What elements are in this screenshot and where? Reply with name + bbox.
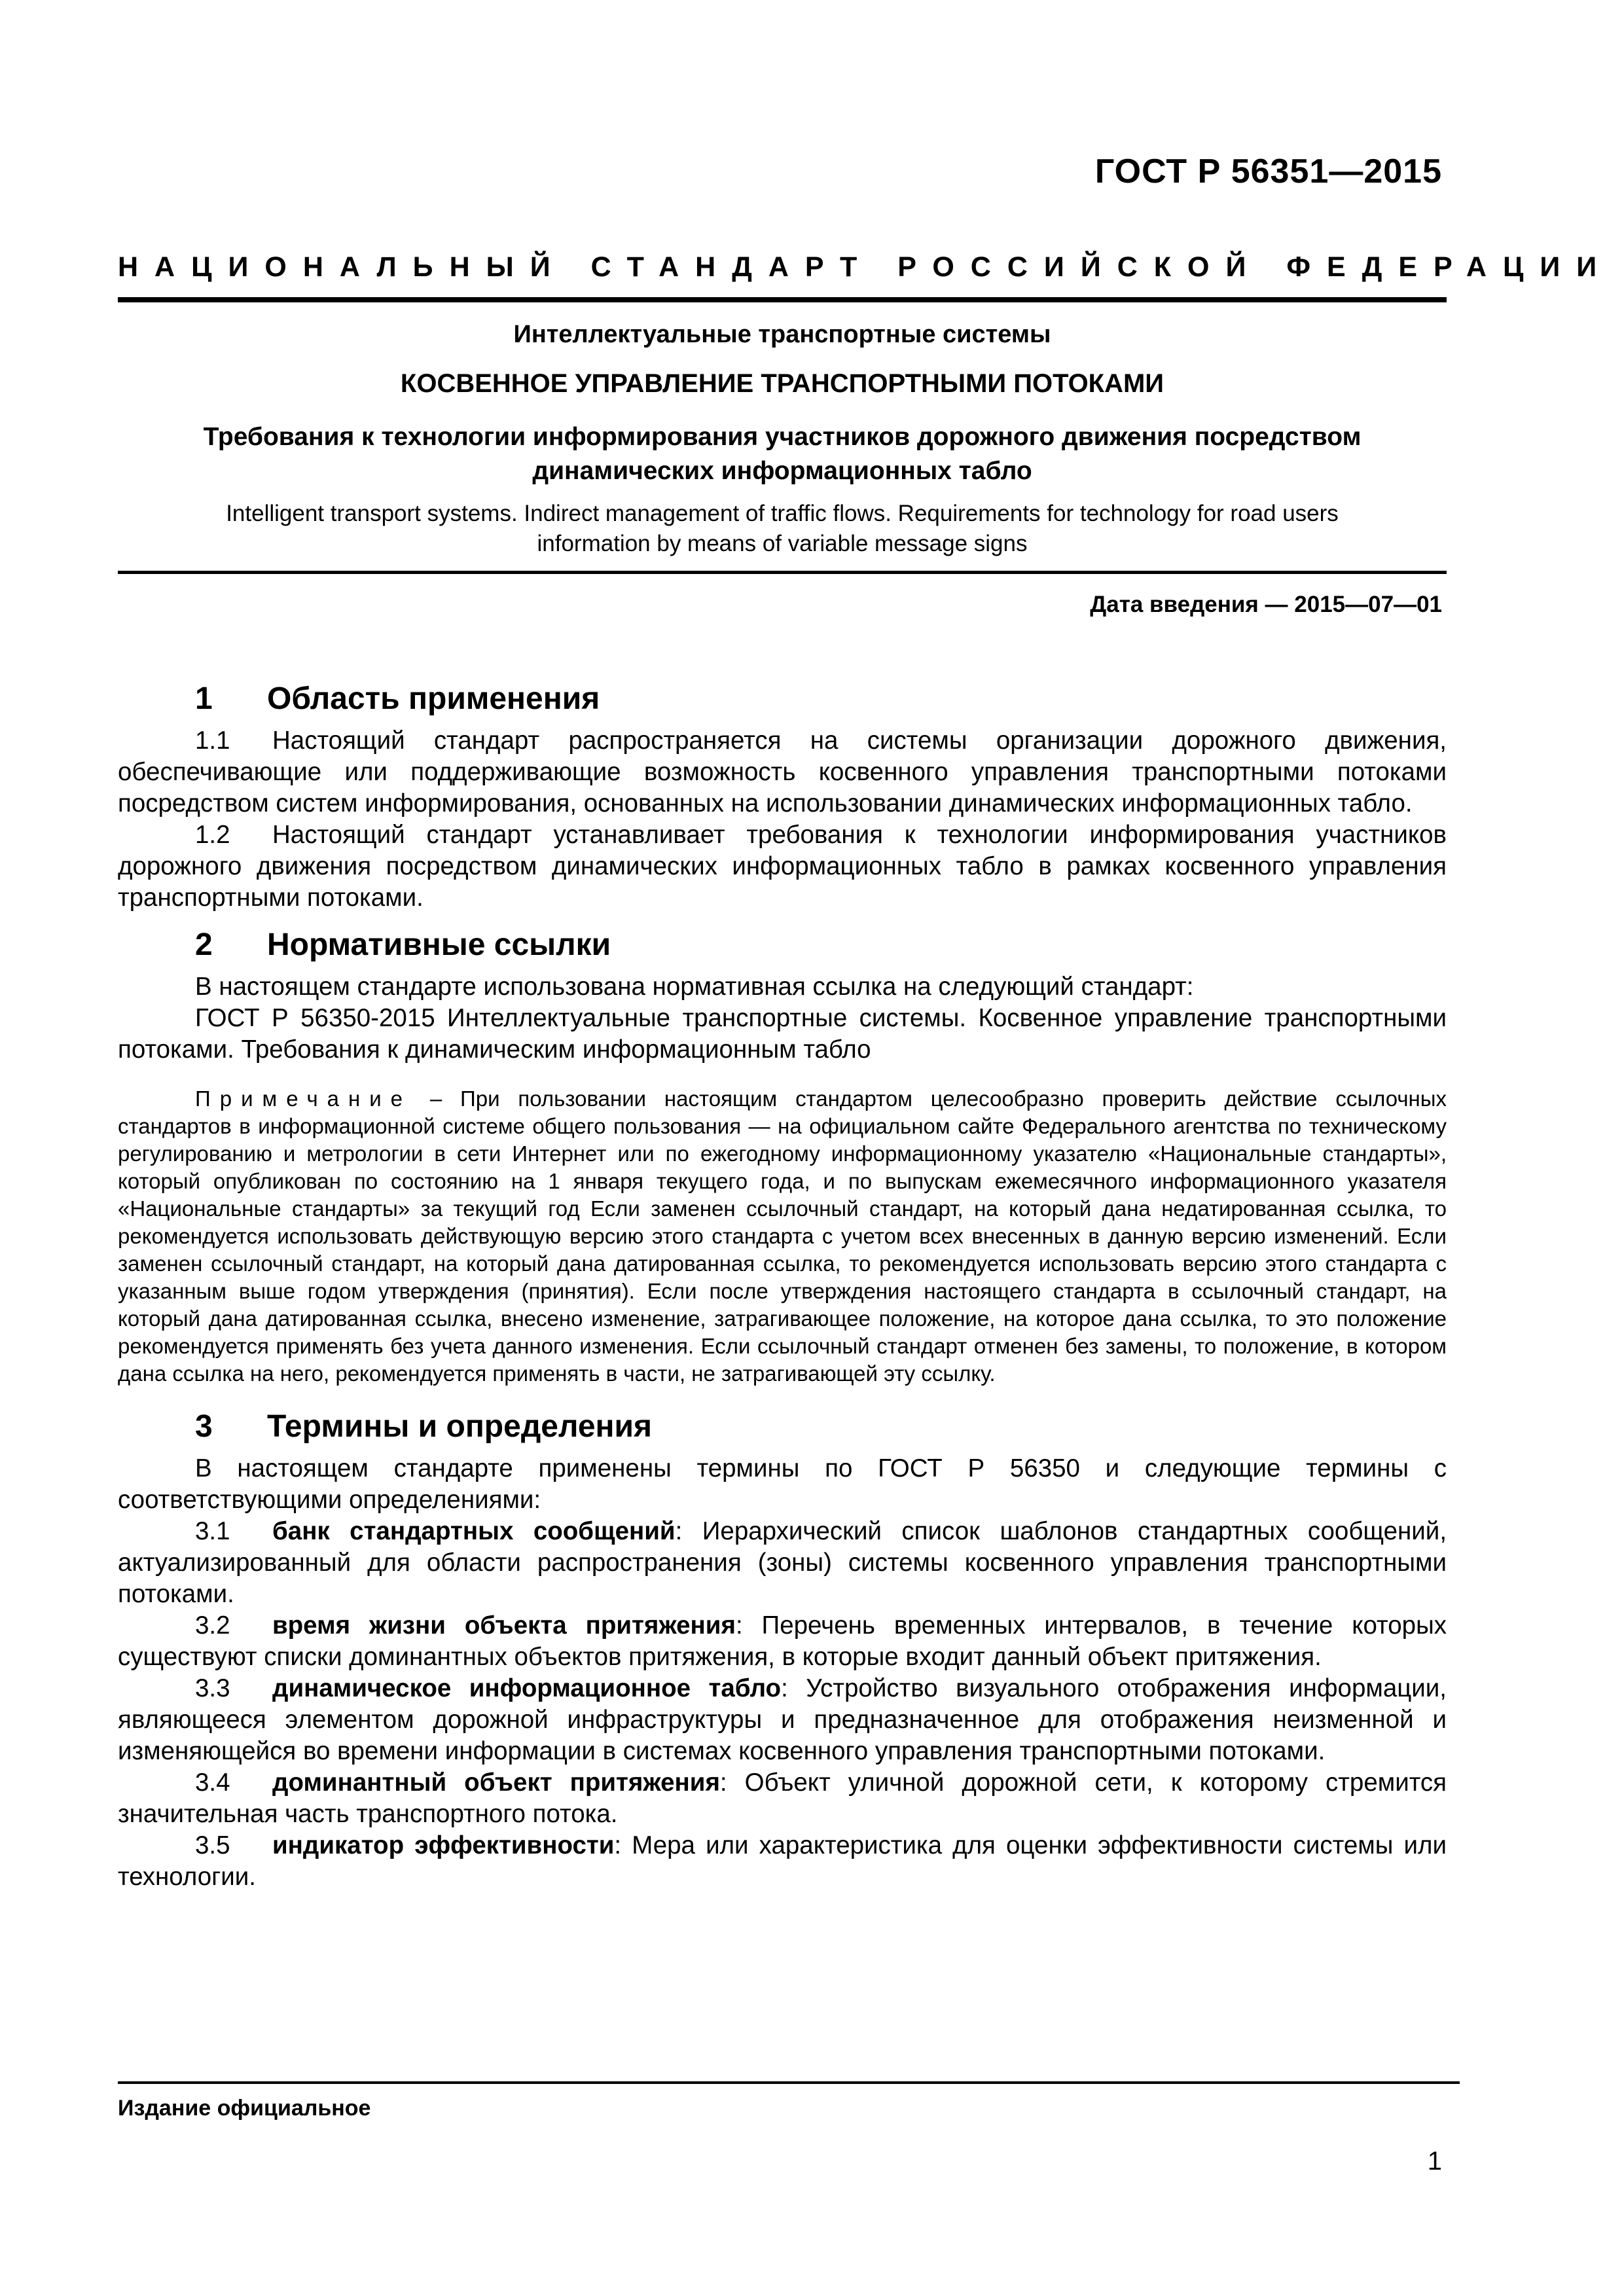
section-3-number: 3 xyxy=(195,1409,213,1444)
title-rule xyxy=(118,571,1447,574)
note-text: – При пользовании настоящим стандартом целесообразно проверить действие ссылочных стандартов в информационной системе общего пользования — на официальном сайте Федерального агентства по техническому регулированию и метрологии в сети Интернет или по ежегодному информационному указателю «Национальные стандарты», который опубликован по состоянию на 1 января текущего года, и по выпускам ежемесячного информационного указателя «Национальные стандарты» за текущий год Если заменен ссылочный стандарт, на который дана недатированная ссылка, то рекомендуется использовать действующую версию этого стандарта с учетом всех внесенных в данную версию изменений. Если заменен ссылочный стандарт, на который дана датированная ссылка, то рекомендуется использовать версию этого стандарта с указанным выше годом утверждения (принятия). Если после утверждения настоящего стандарта в ссылочный стандарт, на который дана датированная ссылка, внесено изменение, затрагивающее положение, на которое дана ссылка, то это положение рекомендуется применять без учета данного изменения. Если ссылочный стандарт отменен без замены, то положение, в котором дана ссылка на него, рекомендуется применять в части, не затрагивающей эту ссылку. xyxy=(118,1086,1447,1386)
document-body xyxy=(118,673,1447,1893)
header-rule xyxy=(118,297,1447,302)
note-paragraph xyxy=(118,1085,1447,1388)
section-2-title: Нормативные ссылки xyxy=(267,927,611,962)
title-english-line-1: Intelligent transport systems. Indirect management of traffic flows. Requirements for technology for road users xyxy=(226,501,1339,526)
paragraph-2-intro: В настоящем стандарте использована нормативная ссылка на следующий стандарт: xyxy=(195,973,1194,1001)
page-number: 1 xyxy=(1427,2147,1442,2176)
paragraph-1-2: 1.2 Настоящий стандарт устанавливает требования к технологии информирования участников дорожного движения посредством динамических информационных табло в рамках косвенного управления транспортными потоками. xyxy=(118,821,1447,912)
term-3-4: 3.4 доминантный объект притяжения: Объект уличной дорожной сети, к которому стремится значительная часть транспортного потока. xyxy=(118,1768,1447,1828)
section-2-heading xyxy=(118,919,1447,971)
title-topic: Интеллектуальные транспортные системы xyxy=(513,321,1051,348)
date-of-introduction: Дата введения — 2015—07—01 xyxy=(1090,592,1442,617)
term-3-2: 3.2 время жизни объекта притяжения: Перечень временных интервалов, в течение которых существуют списки доминантных объектов притяжения, в которые входит данный объект притяжения. xyxy=(118,1611,1447,1671)
title-sub-line-2: динамических информационных табло xyxy=(532,457,1032,485)
title-main: КОСВЕННОЕ УПРАВЛЕНИЕ ТРАНСПОРТНЫМИ ПОТОКАМИ xyxy=(400,369,1164,398)
title-english-line-2: information by means of variable message signs xyxy=(537,531,1028,556)
section-1-number: 1 xyxy=(195,681,213,716)
paragraph-3-intro: В настоящем стандарте применены термины по ГОСТ Р 56350 и следующие термины с соответствующими определениями: xyxy=(118,1454,1447,1514)
section-1-heading xyxy=(118,673,1447,725)
section-3-heading xyxy=(118,1401,1447,1453)
footer-rule xyxy=(118,2081,1460,2084)
section-3-title: Термины и определения xyxy=(267,1409,653,1444)
title-english xyxy=(118,499,1447,559)
note-label: Примечание xyxy=(195,1086,412,1111)
national-standard-title: НАЦИОНАЛЬНЫЙ СТАНДАРТ РОССИЙСКОЙ ФЕДЕРАЦИИ xyxy=(118,251,1614,283)
section-1-title: Область применения xyxy=(267,681,600,716)
section-2-number: 2 xyxy=(195,927,213,962)
paragraph-2-reference: ГОСТ Р 56350-2015 Интеллектуальные транспортные системы. Косвенное управление транспортными потоками. Требования к динамическим информационным табло xyxy=(118,1004,1447,1064)
term-3-1: 3.1 банк стандартных сообщений: Иерархический список шаблонов стандартных сообщений, актуализированный для области распространения (зоны) системы косвенного управления транспортными потоками. xyxy=(118,1517,1447,1608)
paragraph-1-1: 1.1 Настоящий стандарт распространяется на системы организации дорожного движения, обеспечивающие или поддерживающие возможность косвенного управления транспортными потоками посредством систем информирования, основанных на использовании динамических информационных табло. xyxy=(118,726,1447,817)
standard-code: ГОСТ Р 56351—2015 xyxy=(1094,152,1442,190)
title-sub xyxy=(118,420,1447,488)
term-3-5: 3.5 индикатор эффективности: Мера или характеристика для оценки эффективности системы или технологии. xyxy=(118,1831,1447,1891)
official-edition-label: Издание официальное xyxy=(118,2096,371,2121)
title-sub-line-1: Требования к технологии информирования участников дорожного движения посредством xyxy=(203,423,1362,451)
term-3-3: 3.3 динамическое информационное табло: Устройство визуального отображения информации, являющееся элементом дорожной инфраструктуры и предназначенное для отображения неизменной и изменяющейся во времени информации в системах косвенного управления транспортными потоками. xyxy=(118,1674,1447,1765)
